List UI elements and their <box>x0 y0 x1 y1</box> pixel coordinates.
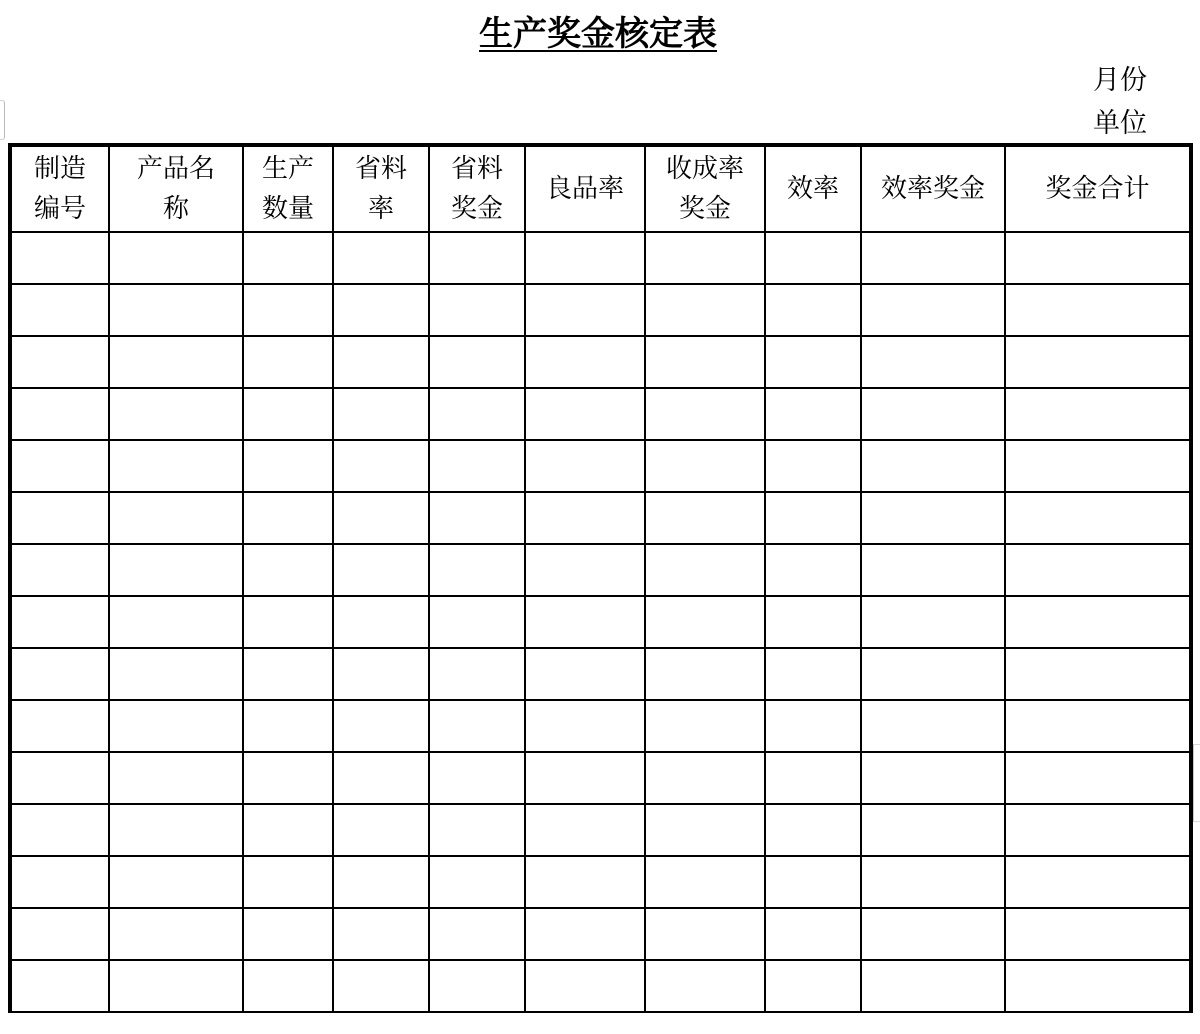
table-cell[interactable] <box>333 908 429 960</box>
table-cell[interactable] <box>109 336 243 388</box>
table-cell[interactable] <box>765 804 861 856</box>
table-cell[interactable] <box>765 752 861 804</box>
table-cell[interactable] <box>429 960 525 1012</box>
table-cell[interactable] <box>243 388 333 440</box>
table-cell[interactable] <box>765 336 861 388</box>
table-cell[interactable] <box>645 336 765 388</box>
table-cell[interactable] <box>109 752 243 804</box>
table-cell[interactable] <box>765 232 861 284</box>
table-cell[interactable] <box>10 752 109 804</box>
header-material-saving-bonus: 省料奖金 <box>429 145 525 232</box>
table-cell[interactable] <box>525 960 645 1012</box>
header-row <box>10 145 1191 232</box>
header-production-qty: 生产数量 <box>243 145 333 232</box>
table-row <box>10 752 1191 804</box>
table-cell[interactable] <box>333 544 429 596</box>
table-cell[interactable] <box>333 700 429 752</box>
table-cell[interactable] <box>765 908 861 960</box>
table-cell[interactable] <box>333 804 429 856</box>
table-cell[interactable] <box>645 804 765 856</box>
table-cell[interactable] <box>525 648 645 700</box>
table-cell[interactable] <box>1005 804 1191 856</box>
table-cell[interactable] <box>645 232 765 284</box>
table-cell[interactable] <box>1005 700 1191 752</box>
table-cell[interactable] <box>1005 960 1191 1012</box>
table-cell[interactable] <box>109 232 243 284</box>
table-cell[interactable] <box>10 856 109 908</box>
table-cell[interactable] <box>429 752 525 804</box>
table-cell[interactable] <box>1005 856 1191 908</box>
table-cell[interactable] <box>243 908 333 960</box>
table-cell[interactable] <box>861 440 1005 492</box>
table-cell[interactable] <box>10 544 109 596</box>
table-cell[interactable] <box>109 908 243 960</box>
table-cell[interactable] <box>525 544 645 596</box>
table-cell[interactable] <box>109 388 243 440</box>
table-cell[interactable] <box>1005 752 1191 804</box>
table-cell[interactable] <box>429 336 525 388</box>
table-cell[interactable] <box>1005 648 1191 700</box>
table-cell[interactable] <box>1005 492 1191 544</box>
table-cell[interactable] <box>1005 440 1191 492</box>
header-efficiency-bonus: 效率奖金 <box>861 145 1005 232</box>
table-cell[interactable] <box>243 856 333 908</box>
table-cell[interactable] <box>10 440 109 492</box>
header-total-bonus: 奖金合计 <box>1005 145 1191 232</box>
table-cell[interactable] <box>765 492 861 544</box>
table-cell[interactable] <box>861 752 1005 804</box>
table-cell[interactable] <box>429 388 525 440</box>
table-cell[interactable] <box>109 804 243 856</box>
table-cell[interactable] <box>10 908 109 960</box>
table-cell[interactable] <box>861 700 1005 752</box>
table-cell[interactable] <box>243 752 333 804</box>
table-cell[interactable] <box>525 908 645 960</box>
table-cell[interactable] <box>765 596 861 648</box>
table-row <box>10 336 1191 388</box>
table-cell[interactable] <box>429 908 525 960</box>
table-cell[interactable] <box>525 336 645 388</box>
table-cell[interactable] <box>10 232 109 284</box>
table-cell[interactable] <box>645 752 765 804</box>
table-row <box>10 596 1191 648</box>
table-cell[interactable] <box>645 908 765 960</box>
table-cell[interactable] <box>645 388 765 440</box>
table-cell[interactable] <box>429 232 525 284</box>
table-cell[interactable] <box>429 700 525 752</box>
table-cell[interactable] <box>243 440 333 492</box>
table-cell[interactable] <box>333 752 429 804</box>
table-cell[interactable] <box>429 856 525 908</box>
table-cell[interactable] <box>429 648 525 700</box>
header-yield-rate: 良品率 <box>525 145 645 232</box>
table-cell[interactable] <box>243 232 333 284</box>
table-row <box>10 492 1191 544</box>
table-cell[interactable] <box>10 804 109 856</box>
table-cell[interactable] <box>645 960 765 1012</box>
table-cell[interactable] <box>525 752 645 804</box>
table-cell[interactable] <box>333 492 429 544</box>
table-cell[interactable] <box>861 544 1005 596</box>
table-cell[interactable] <box>1005 544 1191 596</box>
page-edge-marker <box>0 100 5 140</box>
table-cell[interactable] <box>333 648 429 700</box>
table-cell[interactable] <box>525 284 645 336</box>
table-cell[interactable] <box>1005 284 1191 336</box>
table-row <box>10 284 1191 336</box>
header-product-name: 产品名称 <box>109 145 243 232</box>
table-cell[interactable] <box>333 596 429 648</box>
table-cell[interactable] <box>333 284 429 336</box>
table-cell[interactable] <box>243 492 333 544</box>
table-cell[interactable] <box>429 544 525 596</box>
table-cell[interactable] <box>333 232 429 284</box>
table-cell[interactable] <box>429 492 525 544</box>
table-cell[interactable] <box>861 960 1005 1012</box>
table-cell[interactable] <box>525 596 645 648</box>
table-cell[interactable] <box>525 804 645 856</box>
header-efficiency: 效率 <box>765 145 861 232</box>
document-title-text: 生产奖金核定表 <box>479 14 717 54</box>
table-cell[interactable] <box>1005 232 1191 284</box>
table-cell[interactable] <box>861 232 1005 284</box>
table-cell[interactable] <box>243 284 333 336</box>
table-cell[interactable] <box>243 648 333 700</box>
table-row <box>10 544 1191 596</box>
table-cell[interactable] <box>10 336 109 388</box>
table-cell[interactable] <box>429 596 525 648</box>
table-cell[interactable] <box>525 700 645 752</box>
table-row <box>10 648 1191 700</box>
table-cell[interactable] <box>10 596 109 648</box>
table-cell[interactable] <box>1005 908 1191 960</box>
table-cell[interactable] <box>10 492 109 544</box>
table-cell[interactable] <box>333 856 429 908</box>
table-cell[interactable] <box>10 388 109 440</box>
table-cell[interactable] <box>861 492 1005 544</box>
table-cell[interactable] <box>10 700 109 752</box>
table-cell[interactable] <box>243 336 333 388</box>
table-cell[interactable] <box>525 440 645 492</box>
table-cell[interactable] <box>333 336 429 388</box>
month-label: 月份 <box>1093 65 1147 96</box>
table-cell[interactable] <box>765 700 861 752</box>
table-cell[interactable] <box>645 492 765 544</box>
table-cell[interactable] <box>429 804 525 856</box>
table-row <box>10 232 1191 284</box>
table-cell[interactable] <box>765 648 861 700</box>
table-cell[interactable] <box>525 232 645 284</box>
table-cell[interactable] <box>645 440 765 492</box>
table-cell[interactable] <box>109 960 243 1012</box>
table-cell[interactable] <box>1005 336 1191 388</box>
table-row <box>10 960 1191 1012</box>
table-cell[interactable] <box>10 648 109 700</box>
table-cell[interactable] <box>645 544 765 596</box>
table-cell[interactable] <box>333 440 429 492</box>
header-manufacture-no: 制造编号 <box>10 145 109 232</box>
table-cell[interactable] <box>645 596 765 648</box>
table-cell[interactable] <box>525 388 645 440</box>
table-cell[interactable] <box>861 336 1005 388</box>
table-cell[interactable] <box>645 284 765 336</box>
table-row <box>10 804 1191 856</box>
table-cell[interactable] <box>243 700 333 752</box>
table-cell[interactable] <box>645 856 765 908</box>
table-cell[interactable] <box>861 596 1005 648</box>
table-row <box>10 388 1191 440</box>
table-row <box>10 856 1191 908</box>
table-row <box>10 908 1191 960</box>
table-cell[interactable] <box>861 908 1005 960</box>
bonus-table <box>8 143 1193 1013</box>
table-cell[interactable] <box>861 804 1005 856</box>
table-cell[interactable] <box>525 856 645 908</box>
table-cell[interactable] <box>861 388 1005 440</box>
table-cell[interactable] <box>765 440 861 492</box>
table-cell[interactable] <box>243 804 333 856</box>
table-cell[interactable] <box>765 856 861 908</box>
table-cell[interactable] <box>765 544 861 596</box>
table-cell[interactable] <box>10 960 109 1012</box>
table-cell[interactable] <box>861 284 1005 336</box>
page-edge-marker <box>1193 744 1200 822</box>
table-cell[interactable] <box>109 648 243 700</box>
header-harvest-rate-bonus: 收成率奖金 <box>645 145 765 232</box>
table-cell[interactable] <box>10 284 109 336</box>
table-cell[interactable] <box>243 596 333 648</box>
table-cell[interactable] <box>109 440 243 492</box>
table-cell[interactable] <box>1005 596 1191 648</box>
table-cell[interactable] <box>109 284 243 336</box>
table-cell[interactable] <box>861 856 1005 908</box>
table-cell[interactable] <box>109 856 243 908</box>
table-cell[interactable] <box>1005 388 1191 440</box>
table-cell[interactable] <box>765 960 861 1012</box>
table-cell[interactable] <box>765 284 861 336</box>
table-row <box>10 700 1191 752</box>
table-cell[interactable] <box>333 388 429 440</box>
table-cell[interactable] <box>525 492 645 544</box>
unit-label: 单位 <box>1093 108 1147 139</box>
table-cell[interactable] <box>861 648 1005 700</box>
table-row <box>10 440 1191 492</box>
table-cell[interactable] <box>429 440 525 492</box>
table-cell[interactable] <box>109 700 243 752</box>
table-cell[interactable] <box>645 700 765 752</box>
header-material-saving-rate: 省料率 <box>333 145 429 232</box>
table-cell[interactable] <box>765 388 861 440</box>
document-title <box>0 12 1196 56</box>
table-cell[interactable] <box>109 492 243 544</box>
table-cell[interactable] <box>243 960 333 1012</box>
table-cell[interactable] <box>333 960 429 1012</box>
table-cell[interactable] <box>645 648 765 700</box>
table-cell[interactable] <box>109 544 243 596</box>
table-cell[interactable] <box>109 596 243 648</box>
table-cell[interactable] <box>243 544 333 596</box>
table-cell[interactable] <box>429 284 525 336</box>
